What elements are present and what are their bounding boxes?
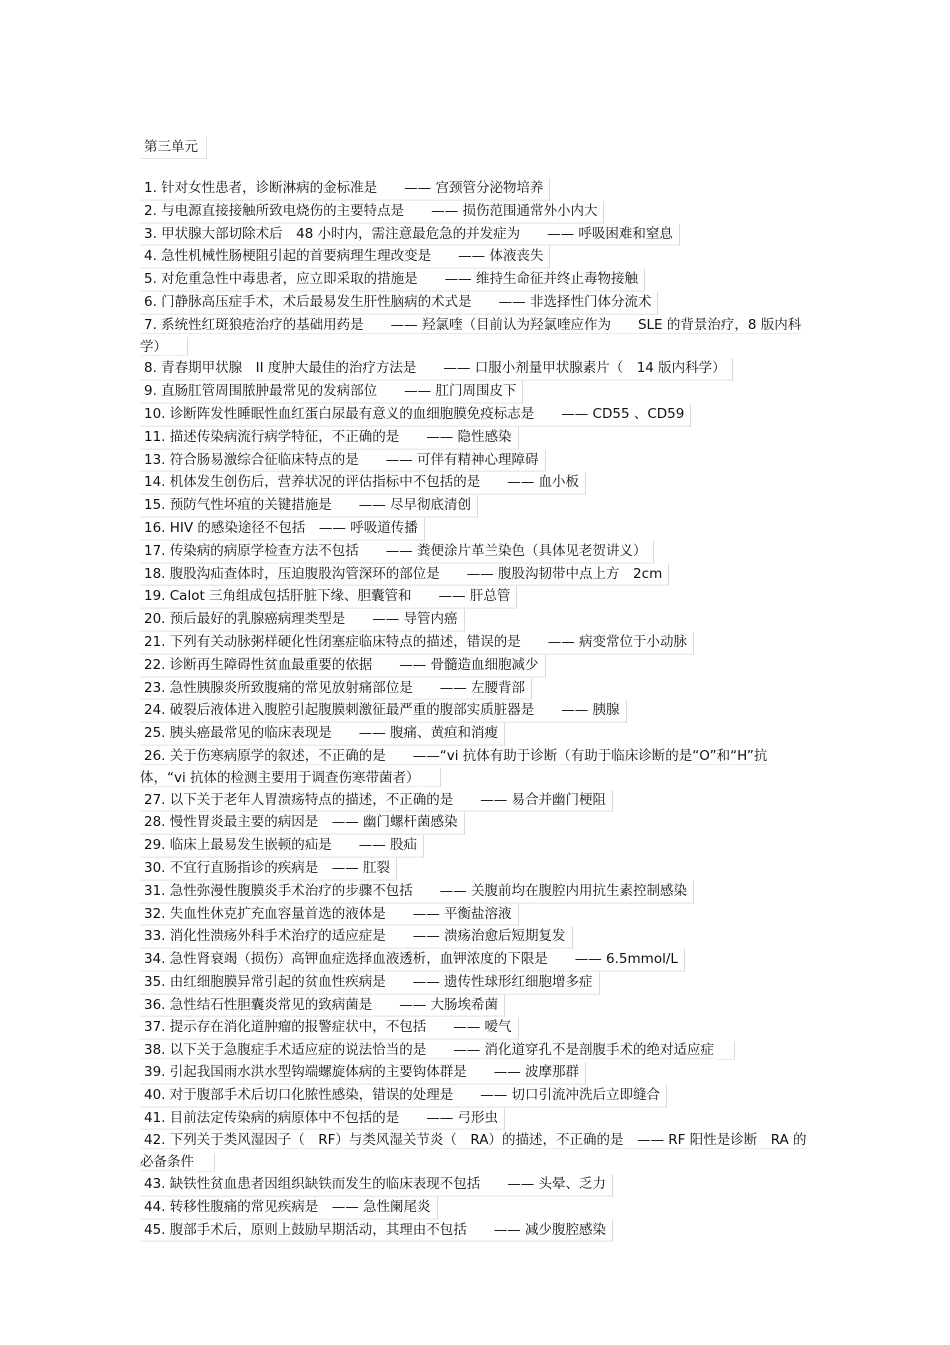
item-text: 2. 与电源直接接触所致电烧伤的主要特点是 —— 损伤范围通常外小内大 <box>140 201 604 224</box>
list-item <box>140 1197 808 1220</box>
item-text: 35. 由红细胞膜异常引起的贫血性疾病是 —— 遗传性球形红细胞增多症 <box>140 972 600 995</box>
item-text: 11. 描述传染病流行病学特征，不正确的是 —— 隐性感染 <box>140 427 519 450</box>
item-text: 1. 针对女性患者，诊断淋病的金标准是 —— 宫颈管分泌物培养 <box>140 178 550 201</box>
section-title: 第三单元 <box>140 136 207 159</box>
list-item <box>140 1220 808 1243</box>
item-text: 18. 腹股沟疝查体时，压迫腹股沟管深环的部位是 —— 腹股沟韧带中点上方 2cm <box>140 564 669 587</box>
item-text: 26. 关于伤寒病原学的叙述，不正确的是 ——“vi 抗体有助于诊断（有助于临床诊断的是“O”和“H”抗体，“vi 抗体的检测主要用于调查伤寒带菌者） <box>140 747 768 786</box>
list-item <box>140 1085 808 1108</box>
item-text: 30. 不宜行直肠指诊的疾病是 —— 肛裂 <box>140 858 397 881</box>
item-text: 8. 青春期甲状腺 II 度肿大最佳的治疗方法是 —— 口服小剂量甲状腺素片（ 14 版内科学） <box>140 358 733 381</box>
list-item <box>140 904 808 927</box>
list-item <box>140 246 808 269</box>
list-item <box>140 1174 808 1197</box>
item-text: 34. 急性肾衰竭（损伤）高钾血症选择血液透析，血钾浓度的下限是 —— 6.5mmol/L <box>140 949 685 972</box>
list-item <box>140 972 808 995</box>
list-item <box>140 586 808 609</box>
item-text: 4. 急性机械性肠梗阻引起的首要病理生理改变是 —— 体液丧失 <box>140 246 550 269</box>
list-item <box>140 995 808 1018</box>
list-item <box>140 746 808 790</box>
item-text: 20. 预后最好的乳腺癌病理类型是 —— 导管内癌 <box>140 609 465 632</box>
item-text: 13. 符合肠易激综合征临床特点的是 —— 可伴有精神心理障碍 <box>140 450 546 473</box>
item-text: 23. 急性胰腺炎所致腹痛的常见放射痛部位是 —— 左腰背部 <box>140 678 532 701</box>
item-text: 16. HIV 的感染途径不包括 —— 呼吸道传播 <box>140 518 425 541</box>
item-text: 17. 传染病的病原学检查方法不包括 —— 粪便涂片革兰染色（具体见老贺讲义） <box>140 541 654 564</box>
item-text: 6. 门静脉高压症手术，术后最易发生肝性脑病的术式是 —— 非选择性门体分流术 <box>140 292 658 315</box>
item-text: 28. 慢性胃炎最主要的病因是 —— 幽门螺杆菌感染 <box>140 812 465 835</box>
item-text: 40. 对于腹部手术后切口化脓性感染，错误的处理是 —— 切口引流冲洗后立即缝合 <box>140 1085 667 1108</box>
list-item <box>140 790 808 813</box>
item-text: 10. 诊断阵发性睡眠性血红蛋白尿最有意义的血细胞膜免疫标志是 —— CD55 、CD59 <box>140 404 691 427</box>
list-item <box>140 358 808 381</box>
item-text: 39. 引起我国雨水洪水型钩端螺旋体病的主要钩体群是 —— 波摩那群 <box>140 1062 586 1085</box>
list-item <box>140 812 808 835</box>
list-item <box>140 381 808 404</box>
item-text: 32. 失血性休克扩充血容量首选的液体是 —— 平衡盐溶液 <box>140 904 519 927</box>
item-text: 3. 甲状腺大部切除术后 48 小时内，需注意最危急的并发症为 —— 呼吸困难和窒息 <box>140 224 680 247</box>
list-item <box>140 1130 808 1174</box>
list-item <box>140 700 808 723</box>
item-text: 7. 系统性红斑狼疮治疗的基础用药是 —— 羟氯喹（目前认为羟氯喹应作为 SLE 的背景治疗，8 版内科学） <box>140 316 802 355</box>
list-item <box>140 472 808 495</box>
item-text: 21. 下列有关动脉粥样硬化性闭塞症临床特点的描述，错误的是 —— 病变常位于小动脉 <box>140 632 694 655</box>
list-item <box>140 427 808 450</box>
item-text: 25. 胰头癌最常见的临床表现是 —— 腹痛、黄疸和消瘦 <box>140 723 505 746</box>
item-text: 41. 目前法定传染病的病原体中不包括的是 —— 弓形虫 <box>140 1108 505 1131</box>
list-item <box>140 678 808 701</box>
item-text: 5. 对危重急性中毒患者，应立即采取的措施是 —— 维持生命征并终止毒物接触 <box>140 269 645 292</box>
list-item <box>140 835 808 858</box>
item-text: 43. 缺铁性贫血患者因组织缺铁而发生的临床表现不包括 —— 头晕、乏力 <box>140 1174 613 1197</box>
cell-border <box>422 768 441 787</box>
item-text: 33. 消化性溃疡外科手术治疗的适应症是 —— 溃疡治愈后短期复发 <box>140 926 573 949</box>
list-item <box>140 541 808 564</box>
item-text: 14. 机体发生创伤后，营养状况的评估指标中不包括的是 —— 血小板 <box>140 472 586 495</box>
item-text: 22. 诊断再生障碍性贫血最重要的依据 —— 骨髓造血细胞减少 <box>140 655 546 678</box>
item-text: 27. 以下关于老年人胃溃疡特点的描述，不正确的是 —— 易合并幽门梗阻 <box>140 790 613 813</box>
list-item <box>140 949 808 972</box>
item-text: 38. 以下关于急腹症手术适应症的说法恰当的是 —— 消化道穿孔不是剖腹手术的绝对适应症 <box>140 1042 714 1059</box>
list-item <box>140 269 808 292</box>
cell-border <box>169 337 188 356</box>
list-item <box>140 178 808 201</box>
list-item <box>140 201 808 224</box>
list-item <box>140 632 808 655</box>
list-item <box>140 450 808 473</box>
item-text: 45. 腹部手术后，原则上鼓励早期活动，其理由不包括 —— 减少腹腔感染 <box>140 1220 613 1243</box>
list-item <box>140 881 808 904</box>
list-item <box>140 858 808 881</box>
list-item <box>140 518 808 541</box>
list-item <box>140 1017 808 1040</box>
item-text: 9. 直肠肛管周围脓肿最常见的发病部位 —— 肛门周围皮下 <box>140 381 523 404</box>
question-list <box>140 178 808 1242</box>
item-text: 24. 破裂后液体进入腹腔引起腹膜刺激征最严重的腹部实质脏器是 —— 胰腺 <box>140 700 627 723</box>
item-text: 19. Calot 三角组成包括肝脏下缘、胆囊管和 —— 肝总管 <box>140 586 517 609</box>
list-item <box>140 723 808 746</box>
list-item <box>140 292 808 315</box>
item-text: 15. 预防气性坏疽的关键措施是 —— 尽早彻底清创 <box>140 495 478 518</box>
item-text: 37. 提示存在消化道肿瘤的报警症状中，不包括 —— 嗳气 <box>140 1017 519 1040</box>
list-item <box>140 404 808 427</box>
item-text: 44. 转移性腹痛的常见疾病是 —— 急性阑尾炎 <box>140 1197 438 1220</box>
list-item <box>140 1108 808 1131</box>
item-text: 42. 下列关于类风湿因子（ RF）与类风湿关节炎（ RA）的描述，不正确的是 —— RF 阳性是诊断 RA 的必备条件 <box>140 1132 807 1171</box>
item-text: 36. 急性结石性胆囊炎常见的致病菌是 —— 大肠埃希菌 <box>140 995 505 1018</box>
cell-border <box>196 1153 215 1172</box>
list-item <box>140 926 808 949</box>
list-item <box>140 564 808 587</box>
item-text: 29. 临床上最易发生嵌顿的疝是 —— 股疝 <box>140 835 424 858</box>
list-item <box>140 224 808 247</box>
list-item <box>140 1040 808 1062</box>
list-item <box>140 1062 808 1085</box>
list-item <box>140 609 808 632</box>
cell-border <box>716 1041 735 1060</box>
item-text: 31. 急性弥漫性腹膜炎手术治疗的步骤不包括 —— 关腹前均在腹腔内用抗生素控制感染 <box>140 881 694 904</box>
list-item <box>140 495 808 518</box>
list-item <box>140 655 808 678</box>
list-item <box>140 315 808 359</box>
